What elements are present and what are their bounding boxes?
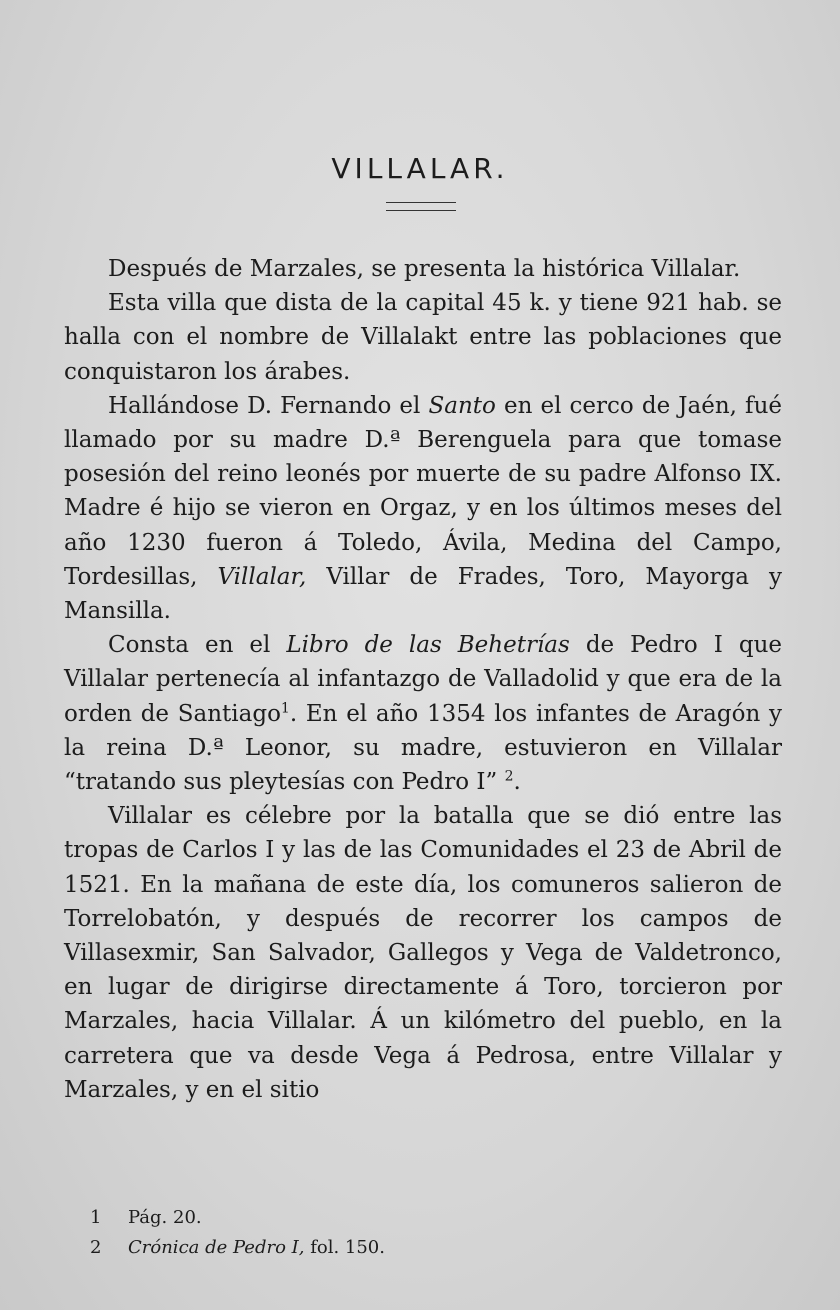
paragraph-4-italic-book: Libro de las Behetrías <box>286 632 570 659</box>
paragraph-3-text-a: Hallándose D. Fernando el <box>108 392 429 419</box>
paragraph-3-italic-villalar: Villalar, <box>217 563 307 590</box>
paragraph-3 <box>64 389 782 628</box>
footnote-1-text: Pág. 20. <box>128 1207 202 1228</box>
footnote-ref-1[interactable]: 1 <box>280 699 290 716</box>
footnote-2-italic-title: Crónica de Pedro I, <box>128 1237 305 1258</box>
footnote-2-number: 2 <box>90 1237 102 1258</box>
paragraph-4-text-a: Consta en el <box>108 632 287 659</box>
paragraph-4-text-c: de Pedro I que Villalar pertenecía al infantazgo de Valladolid y que era de la orden de Santiago <box>64 632 782 727</box>
footnote-1-number: 1 <box>90 1207 102 1228</box>
paragraph-5: Villalar es célebre por la batalla que se dió entre las tropas de Carlos I y las de las Comunidades el 23 de Abril de 1521. En la mañana de este día, los comuneros salieron de Torrelobatón, y después de recorrer los campos de Villasexmir, San Salvador, Gallegos y Vega de Valdetronco, en lugar de dirigirse directamente á Toro, torcieron por Marzales, hacia Villalar. Á un kilómetro del pueblo, en la carretera que va desde Vega á Pedrosa, entre Villalar y Marzales, y en el sitio <box>64 803 782 1103</box>
paragraph-4 <box>64 628 782 799</box>
footnote-1 <box>90 1203 780 1233</box>
paragraph-3-text-e: Villar de Frades, Toro, Mayorga y Mansilla. <box>64 563 782 625</box>
paragraph-4-text-d: . En el año 1354 los infantes de Aragón y la reina D.ª Leonor, su madre, estuvieron en Villalar “tratando sus pleytesías con Pedro I” <box>64 700 782 796</box>
footnote-ref-2[interactable]: 2 <box>504 768 514 785</box>
paragraph-2: Esta villa que dista de la capital 45 k. y tiene 921 hab. se halla con el nombre de Villalakt entre las poblaciones que conquistaron los árabes. <box>64 290 782 385</box>
title-double-rule <box>386 202 456 211</box>
paragraph-3-text-c: en el cerco de Jaén, fué llamado por su madre D.ª Berenguela para que tomase posesión del reino leonés por muerte de su padre Alfonso IX. Madre é hijo se vieron en Orgaz, y en los últimos meses del año 1230 fueron á Toledo, Ávila, Medina del Campo, Tordesillas, <box>64 392 782 590</box>
footnote-2-text: fol. 150. <box>304 1237 385 1258</box>
paragraph-3-italic-santo: Santo <box>428 392 496 419</box>
paragraph-1: Después de Marzales, se presenta la histórica Villalar. <box>108 256 741 282</box>
footnote-2 <box>90 1233 780 1263</box>
footnotes <box>90 1203 780 1263</box>
paragraph-4-text-e: . <box>513 769 521 796</box>
chapter-title: VILLALAR. <box>331 152 509 185</box>
body-text <box>64 252 782 1107</box>
